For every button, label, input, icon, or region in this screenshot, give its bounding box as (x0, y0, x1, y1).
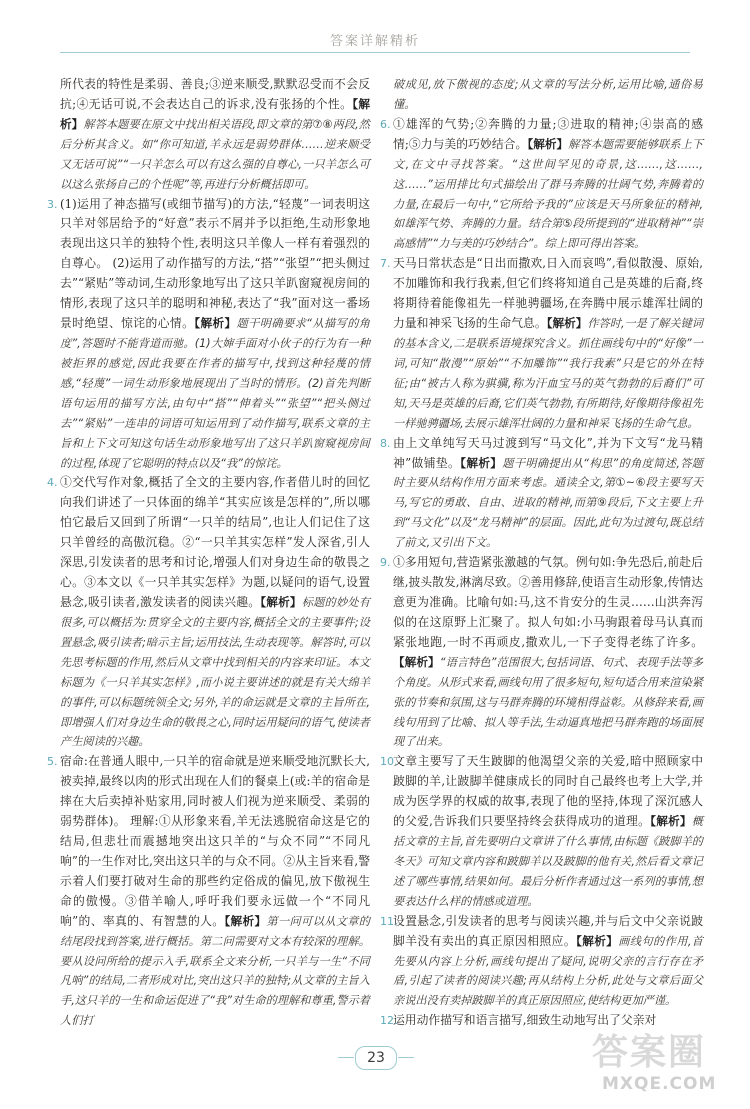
answer-text: 天马日常状态是“日出而撒欢,日入而哀鸣”,看似散漫、原始,不加雕饰和我行我素,但它们终将知道自己是英雄的后裔,终将期待着能像祖先一样驰骋疆场,在奔腾中展示雄浑壮阔的力量和神采飞扬的生命气息。 (393, 256, 703, 331)
continued-answer (393, 75, 703, 115)
analysis-text: 画线句的作用,首先要从内容上分析,画线句提出了疑问,说明父亲的言行存在矛盾,引起了读者的阅读兴趣;再从结构上分析,此处与文章后面父亲说出没有卖掉跛脚羊的真正原因照应,使结构更加严谨。 (393, 934, 703, 1008)
page-number: 23 (355, 1046, 397, 1070)
analysis-tag: 【解析】 (393, 654, 440, 669)
header-divider (60, 52, 690, 53)
answer-item-3 (47, 195, 370, 474)
right-column (380, 75, 703, 1031)
answer-text: 宿命:在普通人眼中,一只羊的宿命就是逆来顺受地沉默长大,被卖掉,最终以肉的形式出现在人们的餐桌上(或:羊的宿命是摔在大后卖掉补贴家用,同时被人们视为逆来顺受、柔弱的弱势群体)。 理解:①从形象来看,羊无法逃脱宿命这是它的结局,但悲壮而震撼地突出这只羊的“与众不同”“不同凡响”的一生作对比,突出这只羊的与众不同。②从主旨来看,警示着人们要打破对生命的那些约定俗成的偏见,放下傲视生命的傲慢。③借羊喻人,呼吁我们要永远做一个“不同凡响”的、率真的、有智慧的人。 (60, 754, 370, 928)
watermark-main-text: 答案圈 (592, 1032, 707, 1073)
item-number: 6. (380, 117, 391, 131)
item-number: 8. (380, 436, 391, 450)
answer-item-6 (380, 115, 703, 254)
answer-item-7 (380, 254, 703, 433)
analysis-tag: 【解析】 (194, 316, 237, 331)
item-number: 3. (47, 197, 58, 211)
answer-text: ①交代写作对象,概括了全文的主要内容,作者借儿时的回忆向我们讲述了一只体面的绵羊“其实应该是怎样的”,所以哪怕它最后又回到了所谓“一只羊的结局”,也让人们记住了这只羊曾经的高傲沉稳。②“一只羊其实怎样”发人深省,引人深思,引发读者的思考和讨论,增强人们对身边生命的敬畏之心。③本文以《一只羊其实怎样》为题,以疑问的语气,设置悬念,吸引读者,激发读者的阅读兴趣。 (60, 475, 370, 609)
analysis-text: “语言特色”范围很大,包括词语、句式、表现手法等多个角度。从形式来看,画线句用了很多短句,短句适合用来渲染紧张的节奏和氛围,这与马群奔腾的环境相得益彰。从修辞来看,画线句用到了比喻、拟人等手法,生动逼真地把马群奔跑的场面展现了出来。 (393, 655, 703, 749)
answer-text: 运用动作描写和语言描写,细致生动地写出了父亲对 (393, 1013, 657, 1028)
analysis-tag: 【解析】 (224, 913, 267, 928)
analysis-text: 题干明确要求“从描写的角度”,答题时不能背道而驰。(1)大婶手面对小伙子的行为有一种被拒界的感觉,因此我要在作者的描写中,找到这种轻蔑的情感,“轻蔑”一词生动形象地展现出了当时的情形。(2)首先判断语句运用的描写方法,由句中“搭”“伸着头”“张望”“把头侧过去”“紧贴”一连串的词语可知运用到了动作描写,联系文章的主旨和上下文可知这句话生动形象地写出了这只羊趴窗窥视房间的过程,体现了它聪明的特点以及“我”的惊诧。 (60, 317, 370, 470)
answer-item-10 (380, 752, 703, 911)
answer-text: (1)运用了神态描写(或细节描写)的方法,“轻蔑”一词表明这只羊对邻居给予的“好意”表示不屑并予以拒绝,生动形象地表现出这只羊的独特个性,表明这只羊像人一样有着强烈的自尊心。 (2)运用了动作描写的方法,“搭”“张望”“把头侧过去”“紧贴”等动词,生动形象地写出了这只羊趴窗窥视房间的情形,表现了这只羊的聪明和神秘,表达了“我”面对这一番场景时绝望、惊诧的心情。 (60, 196, 370, 331)
continued-answer-text: 所代表的特性是柔弱、善良;③逆来顺受,默默忍受而不会反抗;④无话可说,不会表达自己的诉求,没有张扬的个性。 (60, 77, 370, 111)
analysis-text: 解答本题需要能够联系上下文,在文中寻找答案。“这世间罕见的奇景,这……,这……,这……”运用排比句式描绘出了群马奔腾的壮阔气势,奔腾着的力量,在最后一句中,“它所给予我的”应该是天马所象征的精神,如雄浑气势、奔腾的力量。结合第⑤段所提到的“进取精神”“崇高感情”“力与美的巧妙结合”。综上即可得出答案。 (393, 137, 703, 251)
analysis-tag: 【解析】 (527, 136, 569, 151)
answer-text: ①多用短句,营造紧张激越的气氛。例句如:争先恐后,前赴后继,披头散发,淋漓尽致。②善用修辞,使语言生动形象,传情达意更为准确。比喻句如:马,这不肯安分的生灵……山洪奔泻似的在这原野上汇聚了。拟人句如:小马驹跟着母马认真而紧张地跑,一时不再顽皮,撒欢儿,一下子变得老练了许多。 (393, 555, 703, 649)
analysis-text: 题干明确提出从“构思”的角度简述,答题时主要从结构作用方面来考虑。通读全文,第①~⑥段主要写天马,写它的勇敢、自由、进取的精神,而第⑨段后,下文主要上升到“马文化”以及“龙马精神”的层面。因此,此句为过渡句,既总结了前文,又引出下文。 (393, 456, 703, 550)
analysis-tag: 【解析】 (60, 96, 371, 131)
page-header (0, 0, 750, 66)
answer-text: 文章主要写了天生跛脚的他渴望父亲的关爱,暗中照顾家中跛脚的羊,让跛脚羊健康成长的同时自己最终也考上大学,并成为医学界的权威的故事,表现了他的坚持,体现了深沉感人的父爱,告诉我们只要坚持终会获得成功的道理。 (393, 754, 703, 829)
item-number: 12. (380, 1014, 398, 1028)
item-number: 5. (47, 755, 58, 769)
analysis-text: 作答时,一是了解关键词的基本含义,二是联系语境探究含义。抓住画线句中的“好像”一词,可知“散漫”“原始”“不加雕饰”“我行我素”只是它的外在特征;由“被古人称为骐骥,称为汗血宝马的英气勃勃的后裔们”可知,天马是英雄的后裔,它们英气勃勃,有所期待,好像期待像祖先一样驰骋疆场,去展示雄浑壮阔的力量和神采飞扬的生命气息。 (393, 317, 703, 430)
continued-answer (60, 75, 370, 195)
item-number: 7. (380, 257, 391, 271)
answer-text: 由上文单纯写天马过渡到写“马文化”,并为下文写“龙马精神”做铺垫。 (393, 435, 703, 470)
header-title: 答案详解精析 (329, 34, 420, 49)
answer-item-8 (380, 434, 703, 554)
analysis-text: 第一问可以从文章的结尾段找到答案,进行概括。第二问需要对文本有较深的理解。要从设问所给的提示入手,联系全文来分析,一只羊与一生“不同凡响”的结局,二者形成对比,突出这只羊的独特;从文章的主旨入手,这只羊的一生和命运促进了“我”对生命的理解和尊重,警示着人们打 (60, 914, 370, 1028)
analysis-tag: 【解析】 (546, 316, 588, 331)
analysis-tag: 【解析】 (576, 933, 619, 948)
answer-item-5 (47, 752, 370, 1031)
answer-item-4 (47, 473, 370, 752)
answer-item-11 (380, 912, 703, 1012)
continued-analysis-text: 破成见,放下傲视的态度;从文章的写法分析,运用比喻,通俗易懂。 (393, 78, 703, 111)
analysis-tag: 【解析】 (650, 814, 692, 829)
answer-text: 设置悬念,引发读者的思考与阅读兴趣,并与后文中父亲说跛脚羊没有卖出的真正原因相照应。 (393, 913, 703, 948)
answer-item-9 (380, 553, 703, 752)
item-number: 4. (47, 476, 58, 490)
analysis-text: 标题的妙处有很多,可以概括为:贯穿全文的主要内容,概括全文的主要事件;设置悬念,吸引读者;暗示主旨;运用技法,生动表现等。解答时,可以先思考标题的作用,然后从文章中找到相关的内容来印证。本文标题为《一只羊其实怎样》,而小说主要讲述的就是有关大绵羊的事件,可以标题统领全文;另外,羊的命运就是文章的主旨所在,即增强人们对身边生命的敬畏之心,同时运用疑问的语气,使读者产生阅读的兴趣。 (60, 595, 370, 749)
left-column (47, 75, 371, 1031)
watermark-site-text: MXQE.COM (602, 1074, 717, 1094)
analysis-tag: 【解析】 (460, 455, 503, 470)
analysis-text: 概括文章的主旨,首先要明白文章讲了什么事情,由标题《跛脚羊的冬天》可知文章内容和跛脚羊以及跛脚的他有关,然后看文章记述了哪些事情,结果如何。最后分析作者通过这一系列的事情,想要表达什么样的情感或道理。 (393, 815, 703, 908)
item-number: 9. (380, 556, 391, 570)
item-number: 11. (380, 914, 398, 928)
analysis-tag: 【解析】 (260, 594, 302, 609)
item-number: 10. (380, 755, 398, 769)
watermark-logo (592, 1024, 742, 1104)
analysis-text: 解答本题要在原文中找出相关语段,即文章的第⑦⑧两段,然后分析其含义。如“你可知道,羊永远是弱势群体……逆来顺受又无话可说”“一只羊怎么可以有这么强的自尊心,一只羊怎么可以这么张扬自己的个性呢”等,再进行分析概括即可。 (60, 117, 370, 191)
answer-text: ①雄浑的气势;②奔腾的力量;③进取的精神;④崇高的感情;⑤力与美的巧妙结合。 (393, 116, 703, 151)
